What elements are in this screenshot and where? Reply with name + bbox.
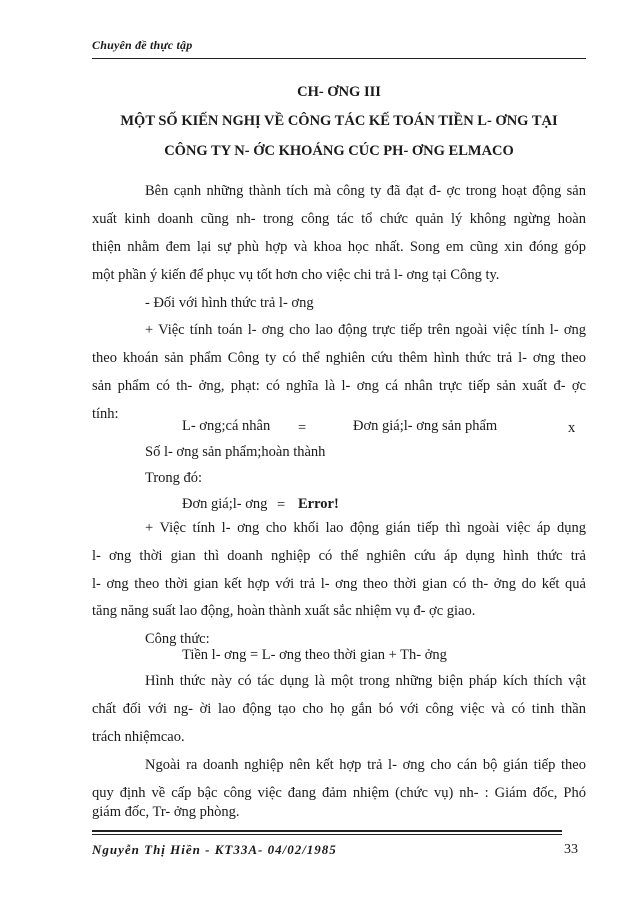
formula-lhs: L- ơng;cá nhân (182, 418, 271, 434)
paragraph-1-line: Bên cạnh những thành tích mà công ty đã đạt đ- ợc trong hoạt động sản (145, 183, 586, 199)
bullet-salary-form: - Đối với hình thức trả l- ơng (145, 295, 314, 311)
paragraph-3-line: tăng năng suất lao động, hoàn thành xuất sắc nhiệm vụ đ- ợc giao. (92, 603, 476, 619)
formula2-lhs: Đơn giá;l- ơng (182, 496, 268, 512)
paragraph-1-line: xuất kinh doanh cũng nh- trong công tác tổ chức quản lý không ngừng hoàn (92, 211, 586, 227)
formula2-equals: = (277, 497, 286, 513)
paragraph-5-line: Ngoài ra doanh nghiệp nên kết hợp trả l- ơng cho cán bộ gián tiếp theo (145, 757, 586, 773)
chapter-title-line1: MỘT SỐ KIẾN NGHỊ VỀ CÔNG TÁC KẾ TOÁN TIỀN L- ƠNG TẠI (120, 113, 558, 129)
salary-formula: Tiền l- ơng = L- ơng theo thời gian + Th- ởng (182, 647, 447, 663)
paragraph-5-line: giám đốc, Tr- ởng phòng. (92, 804, 240, 820)
paragraph-4-line: Hình thức này có tác dụng là một trong những biện pháp kích thích vật (145, 673, 586, 689)
paragraph-2-line: tính: (92, 406, 119, 422)
running-header: Chuyên đề thực tập (92, 38, 193, 52)
paragraph-1-line: một phần ý kiến để phục vụ tốt hơn cho việc chi trả l- ơng tại Công ty. (92, 267, 500, 283)
formula-equals: = (298, 420, 307, 436)
page-number: 33 (564, 842, 578, 857)
formula-multiply: x (568, 420, 576, 436)
paragraph-3-line: + Việc tính l- ơng cho khối lao động gián tiếp thì ngoài việc áp dụng (145, 520, 586, 536)
paragraph-4-line: trách nhiệmcao. (92, 729, 185, 745)
footer-rule-thin (92, 834, 562, 835)
paragraph-5-line: quy định về cấp bậc công việc đang đảm nhiệm (chức vụ) nh- : Giám đốc, Phó (92, 785, 586, 801)
paragraph-3-line: l- ơng theo thời gian kết hợp với trả l- ơng theo thời gian có th- ởng do kết quả (92, 576, 586, 592)
footer-rule (92, 830, 562, 832)
paragraph-4-line: chất đối với ng- ời lao động tạo cho họ gắn bó với công việc và có tinh thần (92, 701, 586, 717)
formula-quantity: Số l- ơng sản phẩm;hoàn thành (145, 444, 326, 460)
chapter-title-line2: CÔNG TY N- ỚC KHOÁNG CÚC PH- ƠNG ELMACO (164, 143, 514, 159)
paragraph-2-line: theo khoán sản phẩm Công ty có thể nghiên cứu thêm hình thức trả l- ơng theo (92, 350, 586, 366)
footer-author: Nguyễn Thị Hiền - KT33A- 04/02/1985 (92, 842, 337, 857)
paragraph-1-line: thiện nhằm đem lại sự phù hợp và khoa học nhất. Song em cũng xin đóng góp (92, 239, 586, 255)
formula-unit-price: Đơn giá;l- ơng sản phẩm (353, 418, 498, 434)
formula-label: Công thức: (145, 631, 210, 647)
paragraph-2-line: + Việc tính toán l- ơng cho lao động trực tiếp trên ngoài việc tính l- ơng (145, 322, 586, 338)
formula2-error: Error! (298, 496, 339, 512)
chapter-number: CH- ƠNG III (297, 84, 381, 100)
paragraph-2-line: sản phẩm có th- ởng, phạt: có nghĩa là l- ơng cá nhân trực tiếp sản xuất đ- ợc (92, 378, 586, 394)
paragraph-3-line: l- ơng thời gian thì doanh nghiệp có thể nghiên cứu áp dụng hình thức trả (92, 548, 586, 564)
header-rule (92, 58, 586, 59)
where-label: Trong đó: (145, 470, 203, 486)
